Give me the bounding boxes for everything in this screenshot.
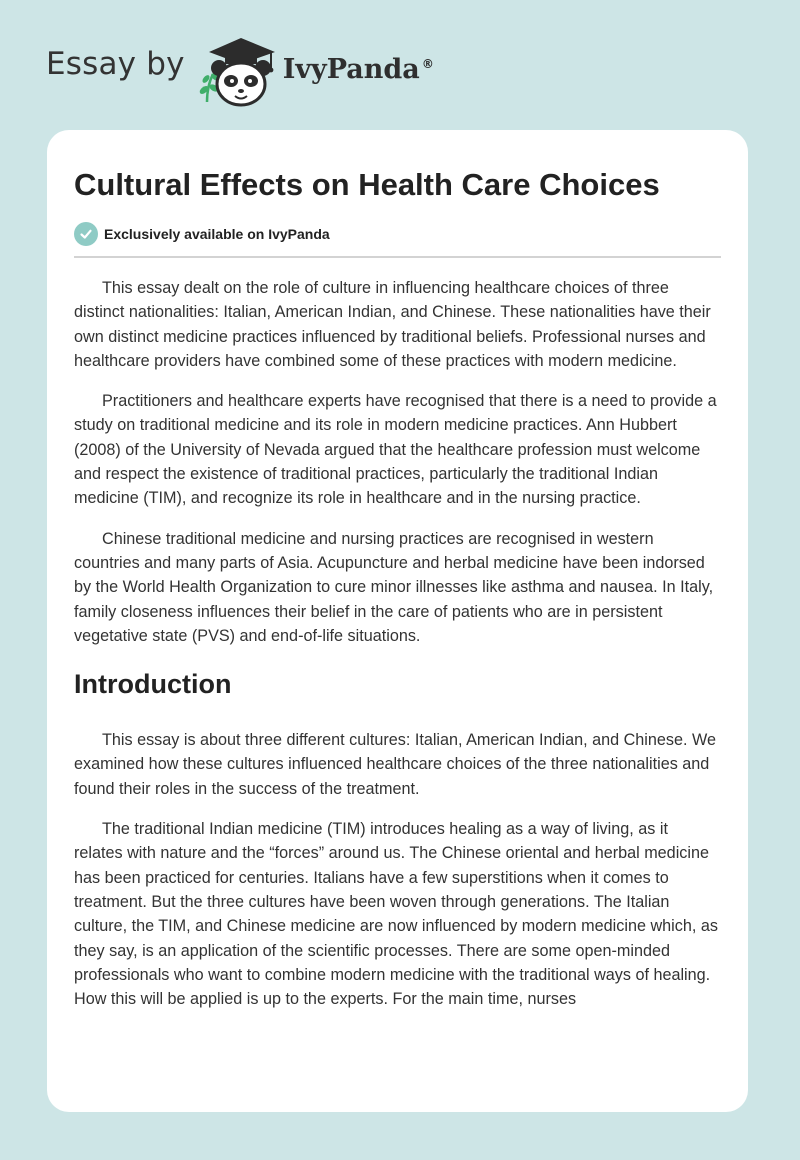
brand-prefix: Essay by: [46, 46, 185, 82]
panda-logo-icon[interactable]: [195, 30, 283, 112]
paragraph: Chinese traditional medicine and nursing practices are recognised in western countries and many parts of Asia. Acupuncture and herbal medicine have been indorsed by the World Health Organization to cure minor illnesses like asthma and nausea. In Italy, family closeness influences their belief in the care of patients who are in persistent vegetative state (PVS) and end-of-life situations.: [74, 529, 714, 645]
paragraph: The traditional Indian medicine (TIM) introduces healing as a way of living, as it relates with nature and the “forces” around us. The Chinese oriental and herbal medicine has been practiced for centuries. Italians have a few superstitions when it comes to treatment. But the three cultures have been woven through generations. The Italian culture, the TIM, and Chinese medicine are now influenced by modern medicine which, as they say, is an application of the scientific processes. There are some open-minded professionals who want to combine modern medicine with the traditional ways of healing. How this will be applied is up to the experts. For the main time, nurses: [74, 820, 718, 1009]
registered-mark: ®: [421, 56, 434, 71]
page-title: Cultural Effects on Health Care Choices: [74, 167, 660, 202]
exclusive-badge: [74, 220, 721, 248]
divider: [74, 256, 721, 258]
essay-card: [47, 130, 748, 1112]
exclusive-label: Exclusively available on IvyPanda: [104, 226, 330, 242]
section-heading: Introduction: [74, 669, 232, 700]
paragraph: This essay is about three different cultures: Italian, American Indian, and Chinese. We examined how these cultures influenced healthcare choices of the three nationalities and found their roles in the success of the treatment.: [74, 731, 716, 798]
paragraph: Practitioners and healthcare experts have recognised that there is a need to provide a study on traditional medicine and its role in modern medicine practices. Ann Hubbert (2008) of the University of Nevada argued that the healthcare profession must welcome and respect the existence of traditional practices, particularly the traditional Indian medicine (TIM), and recognize its role in healthcare and in the nursing practice.: [74, 392, 717, 508]
paragraph: This essay dealt on the role of culture in influencing healthcare choices of three distinct nationalities: Italian, American Indian, and Chinese. These nationalities have their own distinct medicine practices influenced by traditional beliefs. Professional nurses and healthcare providers have combined some of these practices with modern medicine.: [74, 279, 711, 370]
site-header: [46, 28, 434, 114]
brand-name[interactable]: IvyPanda ®: [282, 53, 434, 85]
check-icon: [74, 222, 98, 246]
